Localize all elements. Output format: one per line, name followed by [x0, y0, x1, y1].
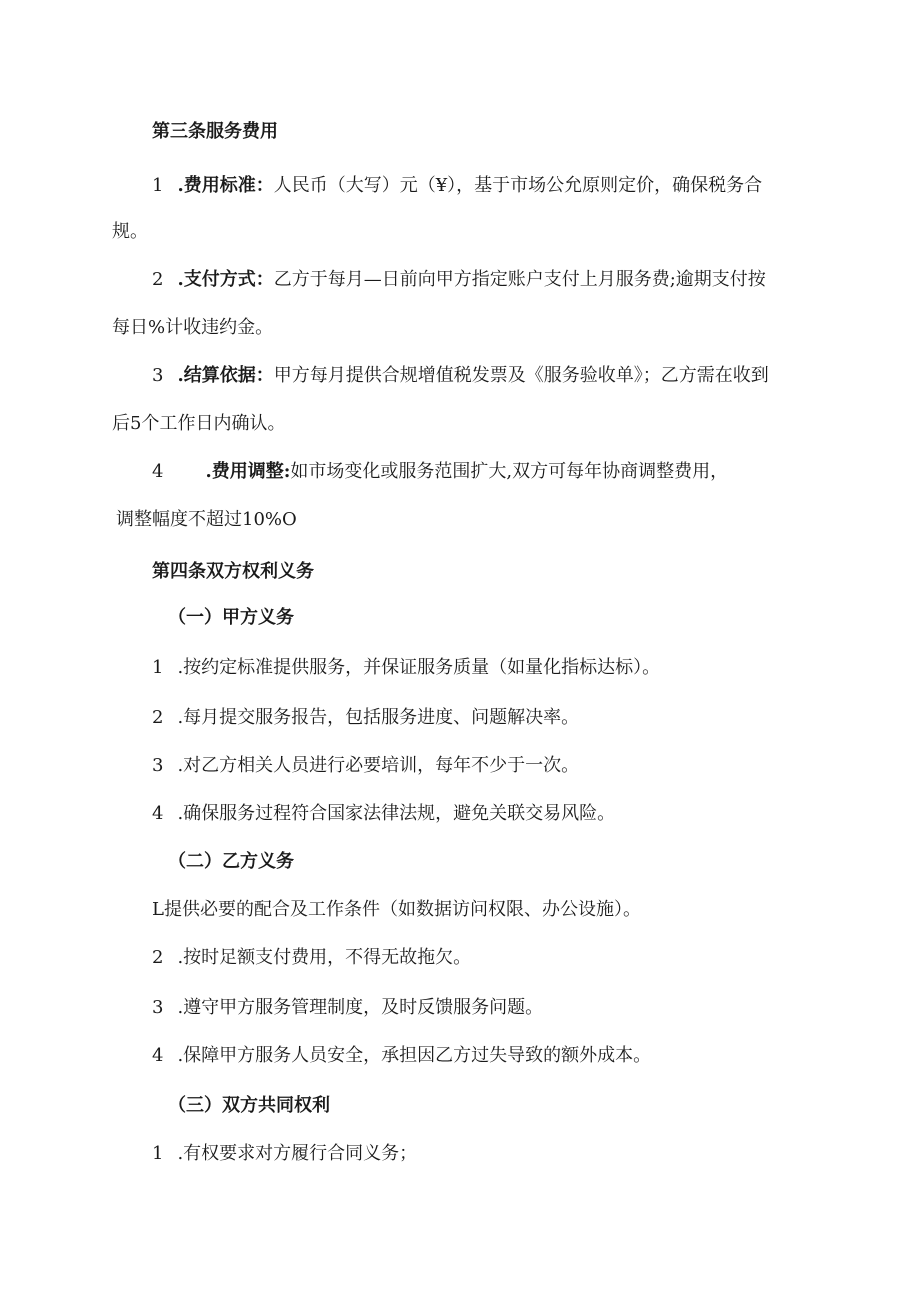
- payment-method-line-1: [152, 268, 766, 292]
- item-lead: .结算依据：: [177, 365, 274, 386]
- joint-rights-title: （三）双方共同权利: [168, 1095, 330, 1116]
- fee-adjustment-line-2: 调整幅度不超过10%O: [116, 509, 297, 530]
- list-item: 3 .对乙方相关人员进行必要培训，每年不少于一次。: [152, 755, 580, 776]
- payment-method-line-2: 每日%计收违约金。: [112, 317, 274, 338]
- item-text: 甲方每月提供合规增值税发票及《服务验收单》；乙方需在收到: [273, 365, 769, 386]
- party-b-obligations-title: （二）乙方义务: [168, 851, 294, 872]
- list-item: 2 .每月提交服务报告，包括服务进度、问题解决率。: [152, 707, 580, 728]
- fee-standard-line-1: [152, 174, 762, 198]
- item-lead: .费用调整:: [205, 461, 291, 482]
- item-number: 2: [152, 269, 164, 290]
- list-item: L提供必要的配合及工作条件（如数据访问权限、办公设施）。: [152, 899, 641, 920]
- item-lead: .费用标准：: [177, 175, 274, 196]
- item-number: 1: [152, 175, 164, 196]
- list-item: 3 .遵守甲方服务管理制度，及时反馈服务问题。: [152, 997, 544, 1018]
- list-item: 1 .有权要求对方履行合同义务；: [152, 1143, 418, 1164]
- fee-standard-line-2: 规。: [112, 221, 148, 242]
- item-text: 乙方于每月—日前向甲方指定账户支付上月服务费;逾期支付按: [273, 269, 766, 290]
- list-item: 4 .确保服务过程符合国家法律法规，避免关联交易风险。: [152, 803, 616, 824]
- party-a-obligations-title: （一）甲方义务: [168, 607, 294, 628]
- item-number: 3: [152, 365, 164, 386]
- item-text: 人民币（大写）元（¥），基于市场公允原则定价，确保税务合: [273, 175, 763, 196]
- section-4-title: 第四条双方权利义务: [152, 561, 314, 582]
- list-item: 1 .按约定标准提供服务，并保证服务质量（如量化指标达标）。: [152, 657, 661, 678]
- settlement-line-1: [152, 364, 769, 388]
- item-text: 如市场变化或服务范围扩大,双方可每年协商调整费用，: [290, 461, 729, 482]
- fee-adjustment-line-1: [152, 460, 728, 484]
- section-3-title: 第三条服务费用: [152, 121, 278, 142]
- item-lead: .支付方式：: [177, 269, 274, 290]
- settlement-line-2: 后5个工作日内确认。: [112, 413, 286, 434]
- list-item: 4 .保障甲方服务人员安全，承担因乙方过失导致的额外成本。: [152, 1045, 652, 1066]
- list-item: 2 .按时足额支付费用，不得无故拖欠。: [152, 947, 472, 968]
- item-number: 4: [152, 461, 164, 482]
